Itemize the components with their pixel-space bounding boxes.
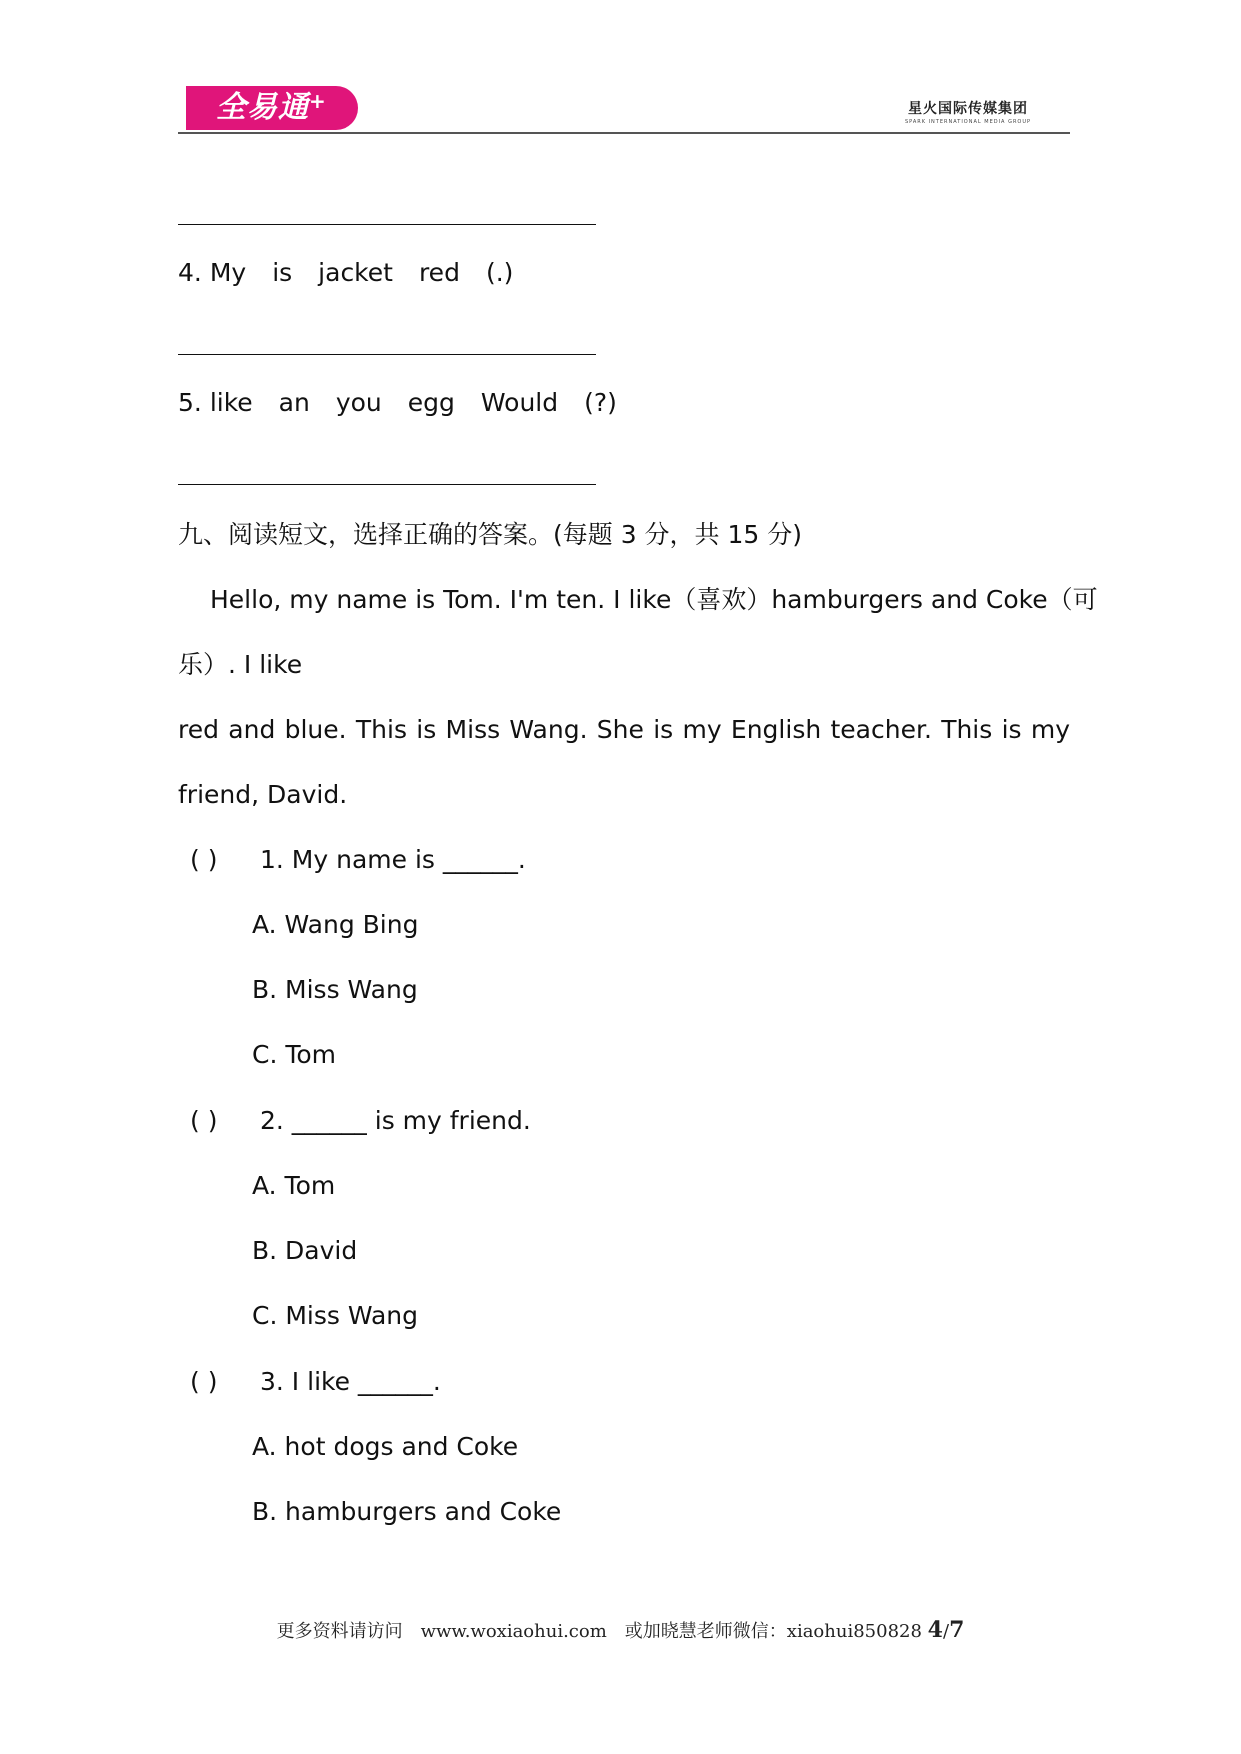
q5-word: you bbox=[335, 388, 382, 417]
option: A. Tom bbox=[252, 1171, 336, 1200]
q4-word: jacket bbox=[318, 258, 393, 287]
answer-paren: ( ) bbox=[190, 845, 218, 874]
question-stem: 3. I like ______. bbox=[260, 1367, 441, 1396]
answer-line-4 bbox=[178, 354, 596, 355]
passage-line-4: friend, David. bbox=[178, 780, 348, 809]
logo bbox=[186, 86, 358, 130]
question-5 bbox=[178, 386, 643, 420]
passage-line-1: Hello, my name is Tom. I'm ten. I like（喜欢）hamburgers and Coke（可 bbox=[210, 585, 1098, 614]
page-current: 4 bbox=[927, 1617, 943, 1643]
option: B. hamburgers and Coke bbox=[252, 1497, 562, 1526]
q4-word: red bbox=[418, 258, 460, 287]
page-footer bbox=[0, 1617, 1241, 1643]
answer-paren: ( ) bbox=[190, 1367, 218, 1396]
section-9-title: 九、阅读短文，选择正确的答案。(每题 3 分，共 15 分) bbox=[178, 520, 803, 549]
option: C. Miss Wang bbox=[252, 1301, 419, 1330]
option: B. Miss Wang bbox=[252, 975, 418, 1004]
option: C. Tom bbox=[252, 1040, 337, 1069]
q5-word: Would bbox=[480, 388, 559, 417]
answer-line-3 bbox=[178, 224, 596, 225]
footer-text-1: 更多资料请访问 bbox=[276, 1621, 403, 1642]
question-4 bbox=[178, 256, 539, 290]
q4-word: My bbox=[209, 258, 247, 287]
publisher-brand bbox=[898, 98, 1038, 125]
passage-line-2: 乐）. I like bbox=[178, 650, 303, 679]
passage-line-3: red and blue. This is Miss Wang. She is my English teacher. This is my bbox=[178, 715, 1070, 744]
brand-name-en: SPARK INTERNATIONAL MEDIA GROUP bbox=[904, 119, 1032, 125]
header-divider bbox=[178, 132, 1070, 134]
option: A. hot dogs and Coke bbox=[252, 1432, 519, 1461]
q4-number: 4. bbox=[178, 258, 202, 287]
q5-word: an bbox=[278, 388, 310, 417]
logo-text: 全易通 bbox=[216, 90, 309, 125]
question-stem: 2. ______ is my friend. bbox=[260, 1106, 531, 1135]
page-separator: / bbox=[942, 1621, 950, 1642]
page-header bbox=[178, 86, 1070, 134]
question-9-3 bbox=[190, 1365, 441, 1399]
q5-word: egg bbox=[407, 388, 455, 417]
question-9-1 bbox=[190, 843, 526, 877]
option: B. David bbox=[252, 1236, 358, 1265]
question-stem: 1. My name is ______. bbox=[260, 845, 526, 874]
q5-number: 5. bbox=[178, 388, 202, 417]
footer-text-2: 或加晓慧老师微信：xiaohui850828 bbox=[624, 1621, 922, 1642]
brand-name-cn: 星火国际传媒集团 bbox=[908, 101, 1028, 117]
answer-line-5 bbox=[178, 484, 596, 485]
q5-word: like bbox=[209, 388, 253, 417]
q5-word: (?) bbox=[584, 388, 617, 417]
option: A. Wang Bing bbox=[252, 910, 419, 939]
question-9-2 bbox=[190, 1104, 531, 1138]
q4-word: is bbox=[272, 258, 293, 287]
logo-plus: + bbox=[309, 89, 327, 113]
answer-paren: ( ) bbox=[190, 1106, 218, 1135]
page-total: 7 bbox=[949, 1617, 965, 1643]
footer-url[interactable]: www.woxiaohui.com bbox=[420, 1621, 607, 1642]
q4-word: (.) bbox=[485, 258, 514, 287]
